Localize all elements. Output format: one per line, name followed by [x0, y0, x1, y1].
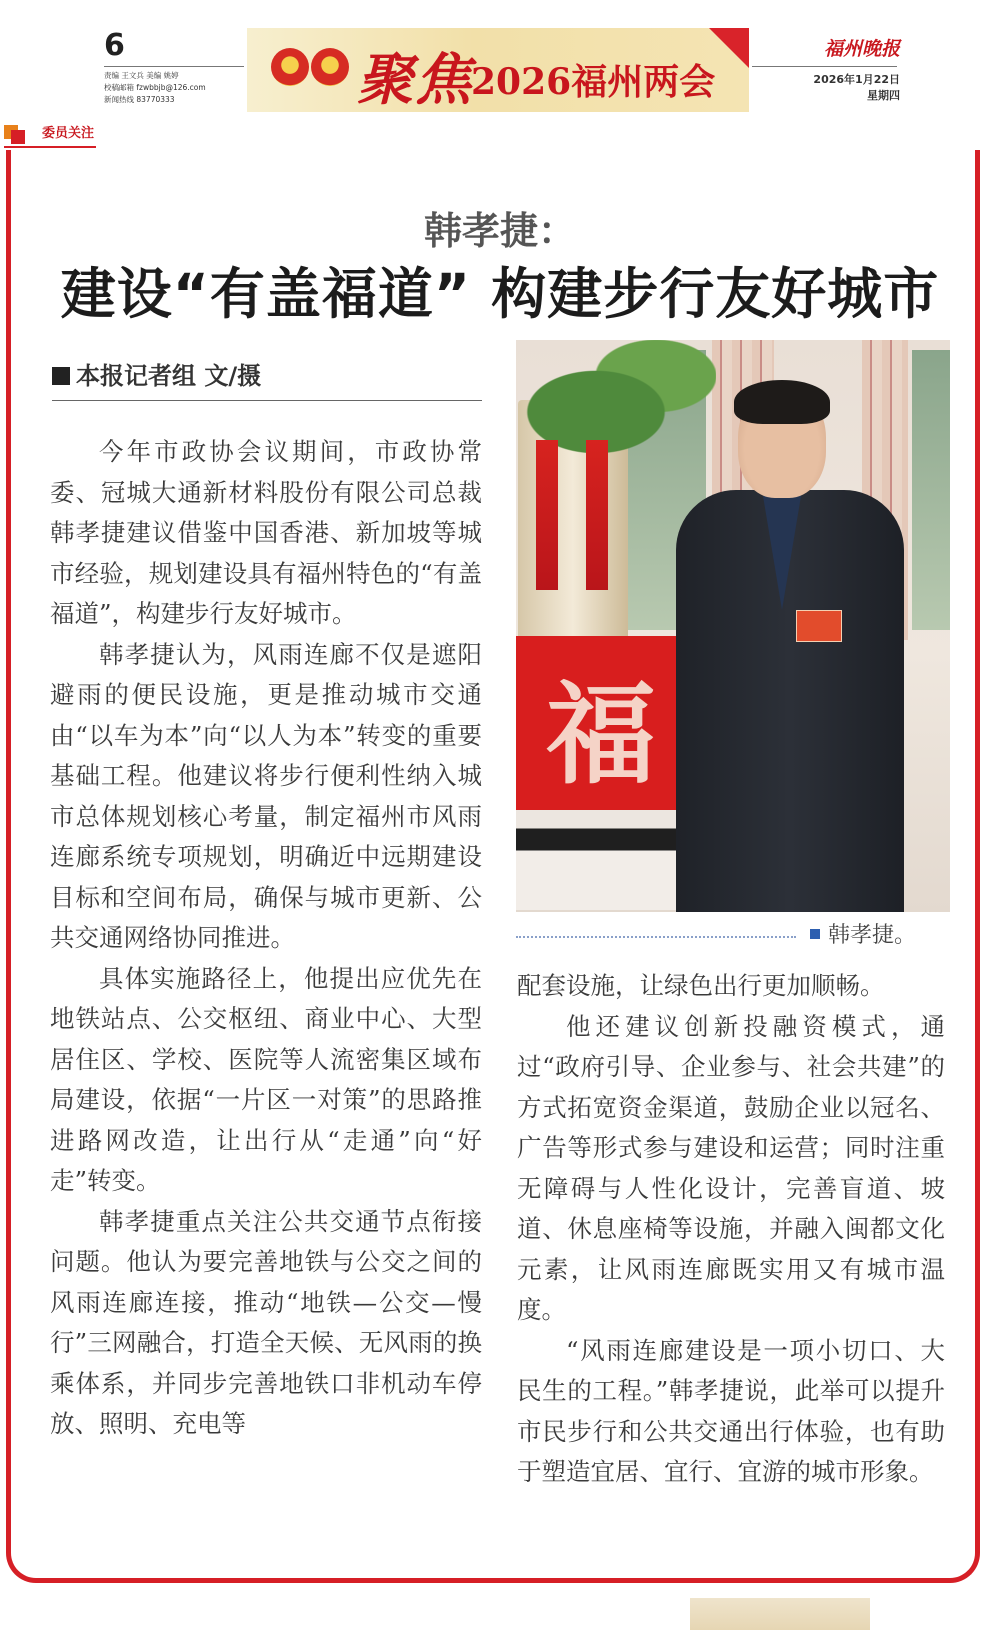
- article-kicker: 韩孝捷：: [423, 209, 576, 253]
- publication-date: [780, 72, 900, 104]
- byline: [52, 356, 261, 391]
- caption-square-icon: [810, 929, 820, 939]
- article-column-left: [50, 432, 482, 1445]
- byline-text: 本报记者组 文/摄: [76, 362, 262, 390]
- weekday-text: 星期四: [867, 89, 900, 102]
- photo-red-charm: [536, 440, 558, 590]
- photo-fu-sign: 福: [516, 636, 686, 816]
- banner-subtitle: 2026福州两会: [471, 61, 716, 103]
- header-rule-left: [104, 66, 244, 67]
- section-tag: [4, 122, 94, 141]
- article-column-right: [517, 966, 945, 1493]
- photo-window: [912, 350, 950, 630]
- photo-caption-rule: [516, 936, 796, 938]
- article-paragraph: 韩孝捷认为，风雨连廊不仅是遮阳避雨的便民设施，更是推动城市交通由“以车为本”向“以人为本”转变的重要基础工程。他建议将步行便利性纳入城市总体规划核心考量，制定福州市风雨连廊系统专项规划，明确近中远期建设目标和空间布局，确保与城市更新、公共交通网络协同推进。: [50, 639, 482, 952]
- next-page-edge: [690, 1598, 870, 1630]
- article-photo: [516, 340, 950, 912]
- banner-title: 聚焦: [357, 47, 473, 112]
- editor-info: [104, 70, 254, 106]
- editor-line: 校稿邮箱 fzwbbjb@126.com: [104, 83, 206, 92]
- article-headline: 建设“有盖福道” 构建步行友好城市: [60, 262, 940, 326]
- editor-line: 责编 王文兵 美编 姚婷: [104, 71, 179, 80]
- header-rule-right: [752, 66, 897, 67]
- photo-person-hair: [734, 380, 830, 424]
- editor-line: 新闻热线 83770333: [104, 95, 175, 104]
- byline-square-icon: [52, 367, 70, 385]
- article-paragraph: “风雨连廊建设是一项小切口、大民生的工程。”韩孝捷说，此举可以提升市民步行和公共交通出行体验，也有助于塑造宜居、宜行、宜游的城市形象。: [517, 1335, 945, 1486]
- page-header: [0, 0, 1000, 120]
- section-tag-square-icon: [4, 125, 18, 139]
- article-paragraph: 他还建议创新投融资模式，通过“政府引导、企业参与、社会共建”的方式拓宽资金渠道，鼓励企业以冠名、广告等形式参与建设和运营；同时注重无障碍与人性化设计，完善盲道、坡道、休息座椅等设施，并融入闽都文化元素，让风雨连廊既实用又有城市温度。: [517, 1011, 945, 1324]
- photo-red-charm: [586, 440, 608, 590]
- page-number: 6: [104, 28, 125, 63]
- cppcc-emblem-icon: [311, 48, 349, 86]
- photo-caption: [810, 918, 916, 949]
- article-paragraph-continuation: 配套设施，让绿色出行更加顺畅。: [517, 971, 885, 1000]
- photo-caption-text: 韩孝捷。: [828, 923, 917, 948]
- section-tag-underline: [4, 146, 96, 148]
- section-banner: [247, 28, 749, 112]
- article-paragraph: 韩孝捷重点关注公共交通节点衔接问题。他认为要完善地铁与公交之间的风雨连廊连接，推动“地铁—公交—慢行”三网融合，打造全天候、无风雨的换乘体系，并同步完善地铁口非机动车停放、照明、充电等: [50, 1206, 482, 1438]
- article-paragraph: 今年市政协会议期间，市政协常委、冠城大通新材料股份有限公司总裁韩孝捷建议借鉴中国香港、新加坡等城市经验，规划建设具有福州特色的“有盖福道”，构建步行友好城市。: [50, 437, 482, 628]
- photo-delegate-badge: [796, 610, 842, 642]
- byline-divider: [52, 400, 482, 401]
- newspaper-name: 福州晚报: [823, 38, 900, 60]
- date-text: 2026年1月22日: [813, 73, 900, 86]
- national-emblem-icon: [271, 48, 309, 86]
- article-paragraph: 具体实施路径上，他提出应优先在地铁站点、公交枢纽、商业中心、大型居住区、学校、医院等人流密集区域布局建设，依据“一片区一对策”的思路推进路网改造，让出行从“走通”向“好走”转变。: [50, 963, 482, 1195]
- section-tag-label: 委员关注: [42, 126, 95, 141]
